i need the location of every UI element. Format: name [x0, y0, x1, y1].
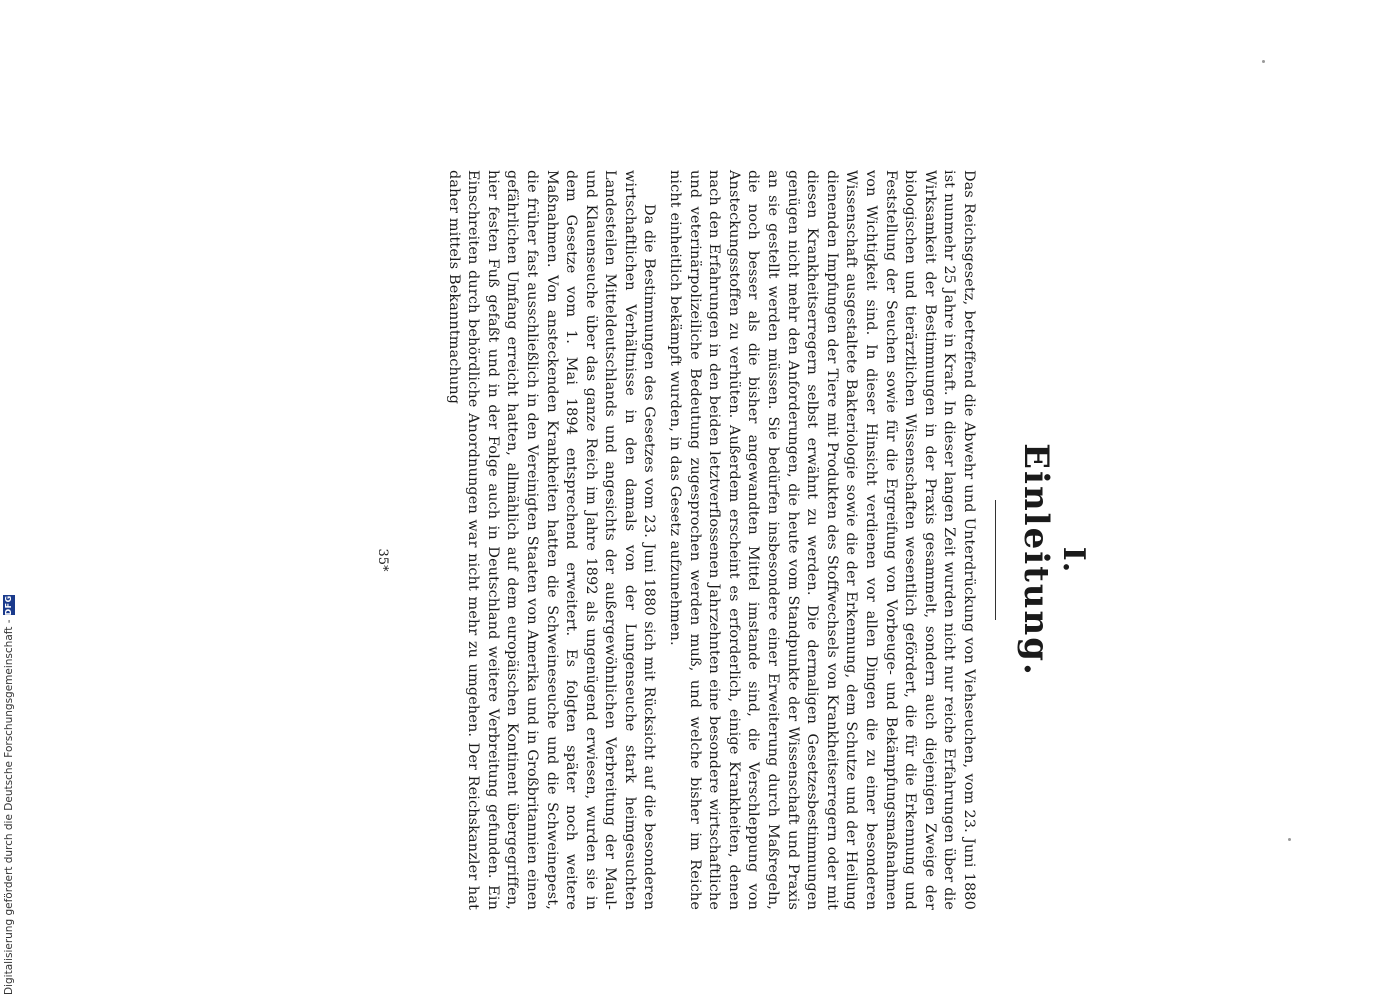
- scan-speck: [1262, 60, 1265, 63]
- document-page: [370, 170, 1090, 950]
- credit-text: Digitalisierung gefördert durch die Deutsche Forschungsgemeinschaft -: [3, 619, 15, 995]
- chapter-number: I.: [1056, 546, 1091, 574]
- scan-speck: [1288, 838, 1291, 841]
- signature-mark: 35*: [375, 548, 390, 572]
- title-divider: [995, 500, 996, 620]
- dfg-logo: DFG: [4, 595, 13, 616]
- paragraph-2: Da die Bestimmungen des Gesetzes vom 23. Juni 1880 sich mit Rücksicht auf die besonderen wirtschaftlichen Verhältnisse in den damals von der Lungenseuche stark heimgesuchten Landesteilen Mitteldeutschlands und angesichts der außergewöhnlichen Verbreitung der Maul- und Klauenseuche über das ganze Reich im Jahre 1892 als ungenügend erwiesen, wurden sie in dem Gesetze vom 1. Mai 1894 entsprechend erweitert. Es folgten später noch weitere Maßnahmen. Von ansteckenden Krankheiten hatten die Schweineseuche und die Schweinepest, die früher fast ausschließlich in den Vereinigten Staaten von Amerika und in Großbritannien einen gefährlichen Umfang erreicht hatten, allmählich auf dem europäischen Kontinent übergegriffen, hier festen Fuß gefaßt und in der Folge auch in Deutschland weitere Verbreitung gefunden. Ein Einschreiten durch behördliche Anordnungen war nicht mehr zu umgehen. Der Reichskanzler hat daher mittels Bekanntmachung: [445, 170, 658, 910]
- paragraph-1: Das Reichsgesetz, betreffend die Abwehr und Unterdrückung von Viehseuchen, vom 23. Juni 1880 ist nunmehr 25 Jahre in Kraft. In dieser langen Zeit wurden nicht nur reiche Erfahrungen über die Wirksamkeit der Bestimmungen in der Praxis gesammelt, sondern auch diejenigen Zweige der biologischen und tierärztlichen Wissenschaften wesentlich gefördert, die für die Erkennung und Feststellung der Seuchen sowie für die Ergreifung von Vorbeuge- und Bekämpfungsmaßnahmen von Wichtigkeit sind. In dieser Hinsicht verdienen vor allen Dingen die zu einer besonderen Wissenschaft ausgestaltete Bakteriologie sowie die der Erkennung, dem Schutze und der Heilung dienenden Impfungen der Tiere mit Produkten des Stoffwechsels von Krankheitserregern oder mit diesen Krankheitserregern selbst erwähnt zu werden. Die dermaligen Gesetzesbestimmungen genügen nicht mehr den Anforderungen, die heute vom Standpunkte der Wissenschaft und Praxis an sie gestellt werden müssen. Sie bedürfen insbesondere einer Erweiterung durch Maßregeln, die noch besser als die bisher angewandten Mittel imstande sind, die Verschleppung von Ansteckungsstoffen zu verhüten. Außerdem erscheint es erforderlich, einige Krankheiten, denen nach den Erfahrungen in den beiden letztverflossenen Jahrzehnten eine besondere wirtschaftliche und veterinärpolizeiliche Bedeutung zugesprochen werden muß, und welche bisher im Reiche nicht einheitlich bekämpft wurden, in das Gesetz aufzunehmen.: [667, 170, 977, 910]
- digitization-credit: [1, 595, 17, 995]
- body-text: [437, 170, 978, 910]
- chapter-title: Einleitung.: [1016, 443, 1056, 677]
